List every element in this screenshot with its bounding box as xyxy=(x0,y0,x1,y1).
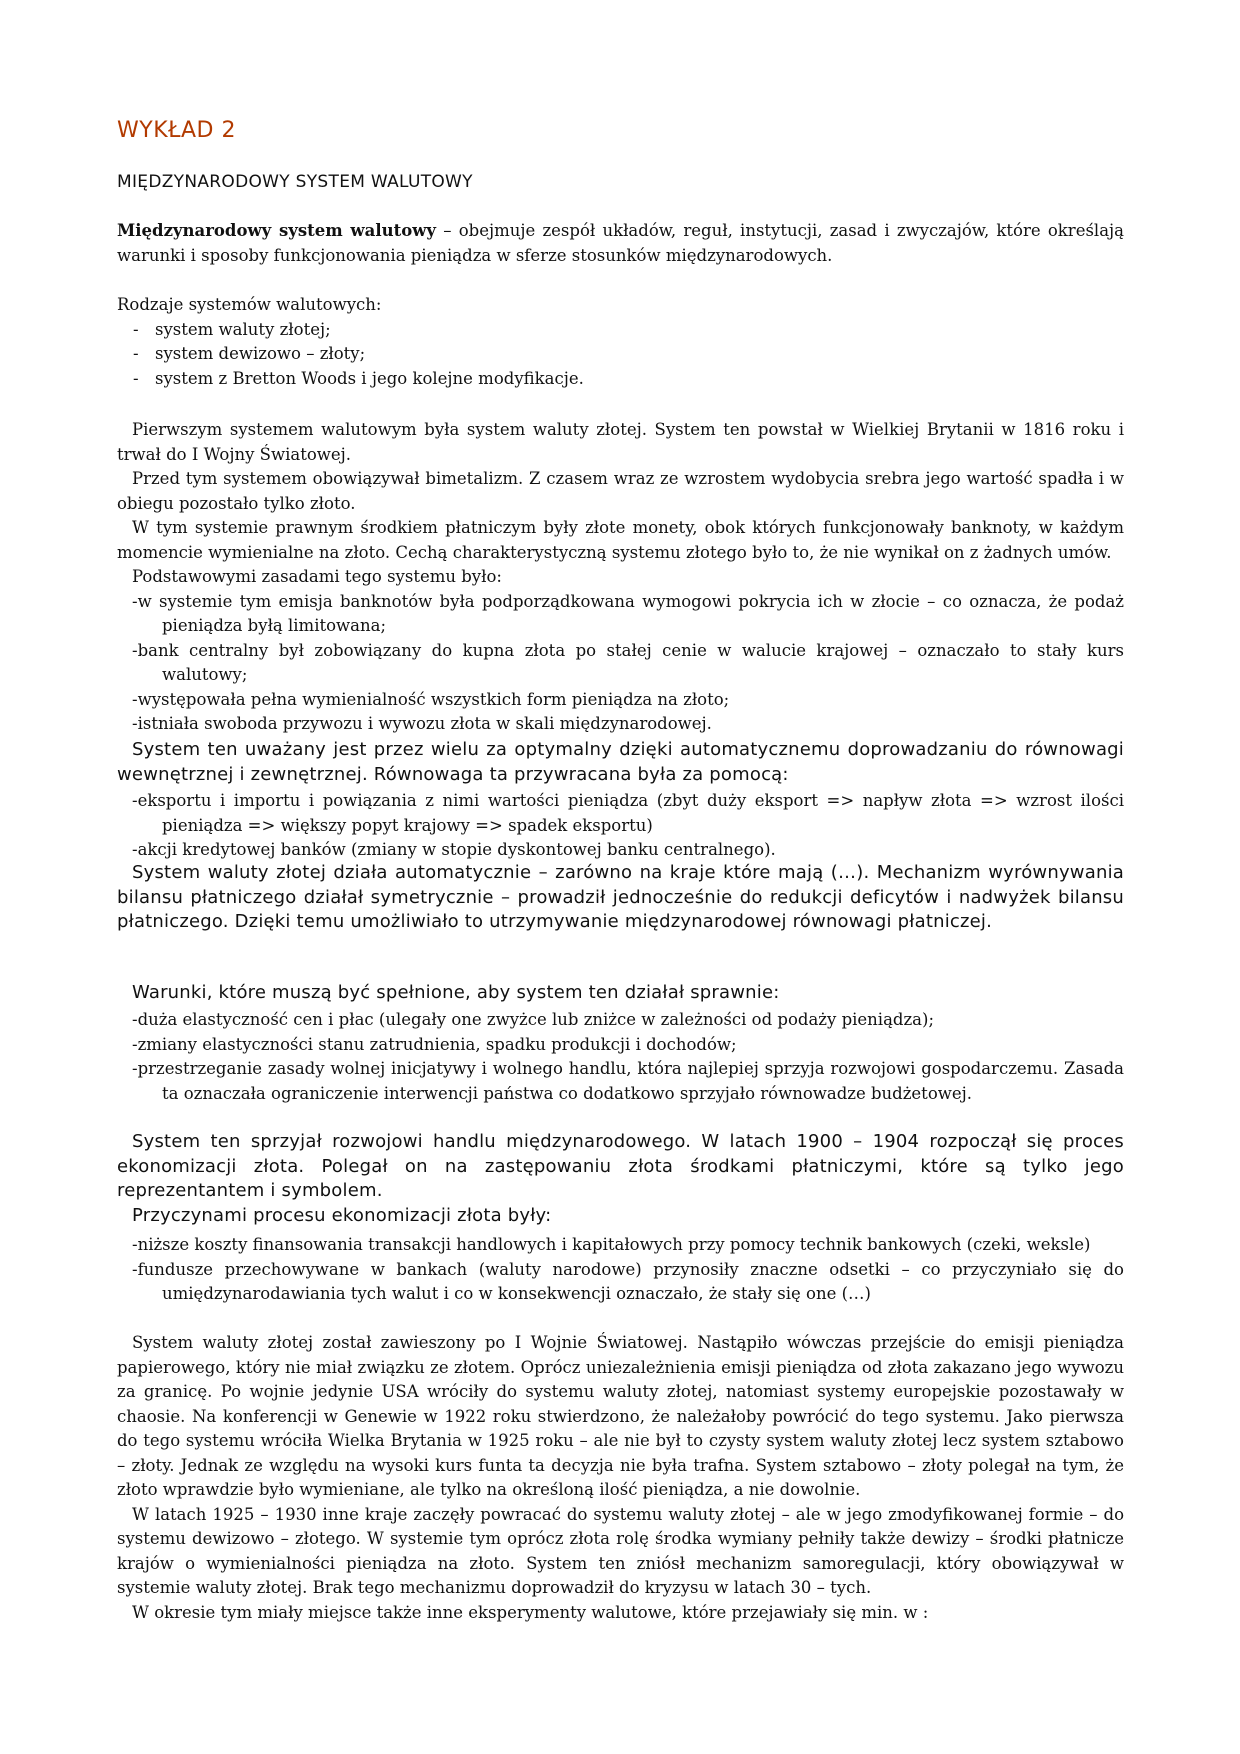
list-item: -istniała swoboda przywozu i wywozu złota w skali międzynarodowej. xyxy=(132,714,712,733)
list-item: -niższe koszty finansowania transakcji handlowych i kapitałowych przy pomocy technik bankowych (czeki, weksle) xyxy=(132,1235,1091,1254)
paragraph: W okresie tym miały miejsce także inne eksperymenty walutowe, które przejawiały się min. w : xyxy=(132,1602,929,1622)
list-item: - system waluty złotej; xyxy=(117,318,1124,343)
post-war-section xyxy=(117,1331,1124,1625)
list-item: -przestrzeganie zasady wolnej inicjatywy i wolnego handlu, która najlepiej sprzyja rozwojowi gospodarczemu. Zasada ta oznaczała ograniczenie interwencji państwa co dodatkowo sprzyjało równowadze budżetowej. xyxy=(132,1059,1124,1103)
automatic-paragraph: System waluty złotej działa automatycznie – zarówno na kraje które mają (…). Mechanizm wyrównywania bilansu płatniczego działał symetrycznie – prowadził jednocześnie do redukcji deficytów i nadwyżek bilansu płatniczego. Dzięki temu umożliwiało to utrzymywanie międzynarodowej równowagi płatniczej. xyxy=(117,862,1124,932)
list-item: -fundusze przechowywane w bankach (waluty narodowe) przynosiły znaczne odsetki – co przyczyniało się do umiędzynarodawiania tych walut i co w konsekwencji oznaczało, że stały się one (…) xyxy=(132,1259,1124,1303)
optimal-paragraph: System ten uważany jest przez wielu za optymalny dzięki automatycznemu doprowadzaniu do równowagi wewnętrznej i zewnętrznej. Równowaga ta przywracana była za pomocą: xyxy=(117,739,1124,785)
list-item: -akcji kredytowej banków (zmiany w stopie dyskontowej banku centralnego). xyxy=(132,840,776,859)
types-section xyxy=(117,293,1124,391)
list-item: -występowała pełna wymienialność wszystkich form pieniądza na złoto; xyxy=(132,689,730,709)
conditions-intro: Warunki, które muszą być spełnione, aby system ten działał sprawnie: xyxy=(132,982,780,1003)
list-dash: - xyxy=(133,344,139,363)
list-item: -w systemie tym emisja banknotów była podporządkowana wymogowi pokrycia ich w złocie – co oznacza, że podaż pieniądza byłą limitowana; xyxy=(132,591,1124,635)
list-item: -eksportu i importu i powiązania z nimi wartości pieniądza (zbyt duży eksport => napływ złota => wzrost ilości pieniądza => większy popyt krajowy => spadek eksportu) xyxy=(132,791,1124,835)
defined-term: Międzynarodowy system walutowy xyxy=(117,221,437,240)
causes-list xyxy=(117,1233,1124,1307)
lecture-title: WYKŁAD 2 xyxy=(117,118,236,143)
paragraph: Pierwszym systemem walutowym była system waluty złotej. System ten powstał w Wielkiej Brytanii w 1816 roku i trwał do I Wojny Światowej. xyxy=(117,420,1124,464)
list-dash: - xyxy=(133,368,139,388)
paragraph: System waluty złotej został zawieszony po I Wojnie Światowej. Nastąpiło wówczas przejście do emisji pieniądza papierowego, który nie miał związku ze złotem. Oprócz uniezależnienia emisji pieniądza od złota zakazano jego wywozu za granicę. Po wojnie jedynie USA wróciły do systemu waluty złotej, natomiast systemy europejskie pozostawały w chaosie. Na konferencji w Genewie w 1922 roku stwierdzono, że należałoby powrócić do tego systemu. Jako pierwsza do tego systemu wróciła Wielka Brytania w 1925 roku – ale nie był to czysty system waluty złotej lecz system sztabowo – złoty. Jednak ze względu na wysoki kurs funta ta decyzja nie była trafna. System sztabowo – złoty polegał na tym, że złoto wprawdzie było wymieniane, ale tylko na określoną ilość pieniądza, a nie dowolnie. xyxy=(117,1333,1124,1499)
list-dash: - xyxy=(133,319,139,339)
definition-text: – obejmuje zespół układów, reguł, instytucji, zasad i zwyczajów, które określają warunki i sposoby funkcjonowania pieniądza w sferze stosunków międzynarodowych. xyxy=(117,221,1124,265)
conditions-list xyxy=(117,1008,1124,1106)
paragraph: W tym systemie prawnym środkiem płatniczym były złote monety, obok których funkcjonowały banknoty, w każdym momencie wymienialne na złoto. Cechą charakterystyczną systemu złotego było to, że nie wynikał on z żadnych umów. xyxy=(117,518,1124,562)
list-item: -duża elastyczność cen i płac (ulegały one zwyżce lub zniżce w zależności od podaży pieniądza); xyxy=(132,1010,934,1029)
paragraph: Przed tym systemem obowiązywał bimetalizm. Z czasem wraz ze wzrostem wydobycia srebra jego wartość spadła i w obiegu pozostało tylko złoto. xyxy=(117,469,1124,513)
list-item: -zmiany elastyczności stanu zatrudnienia, spadku produkcji i dochodów; xyxy=(132,1034,737,1054)
paragraph: W latach 1925 – 1930 inne kraje zaczęły powracać do systemu waluty złotej – ale w jego zmodyfikowanej formie – do systemu dewizowo – złotego. W systemie tym oprócz złota rolę środka wymiany pełniły także dewizy – środki płatnicze krajów o wymienialności pieniądza na złoto. System ten zniósł mechanizm samoregulacji, który obowiązywał w systemie waluty złotej. Brak tego mechanizmu doprowadził do kryzysu w latach 30 – tych. xyxy=(117,1504,1124,1597)
list-item: - system z Bretton Woods i jego kolejne modyfikacje. xyxy=(117,367,1124,392)
definition-paragraph xyxy=(117,219,1124,268)
trade-paragraph: System ten sprzyjał rozwojowi handlu międzynarodowego. W latach 1900 – 1904 rozpoczął się proces ekonomizacji złota. Polegał on na zastępowaniu złota środkami płatniczymi, które są tylko jego reprezentantem i symbolem. xyxy=(117,1131,1124,1201)
causes-intro: Przyczynami procesu ekonomizacji złota były: xyxy=(132,1205,552,1226)
list-item: - system dewizowo – złoty; xyxy=(117,342,1124,367)
section-heading: MIĘDZYNARODOWY SYSTEM WALUTOWY xyxy=(117,172,473,192)
types-intro: Rodzaje systemów walutowych: xyxy=(117,295,382,314)
mechanisms-list xyxy=(117,789,1124,863)
list-item: -bank centralny był zobowiązany do kupna złota po stałej cenie w walucie krajowej – oznaczało to stały kurs walutowy; xyxy=(132,640,1124,684)
gold-system-section xyxy=(117,418,1124,737)
principles-intro: Podstawowymi zasadami tego systemu było: xyxy=(132,567,502,586)
